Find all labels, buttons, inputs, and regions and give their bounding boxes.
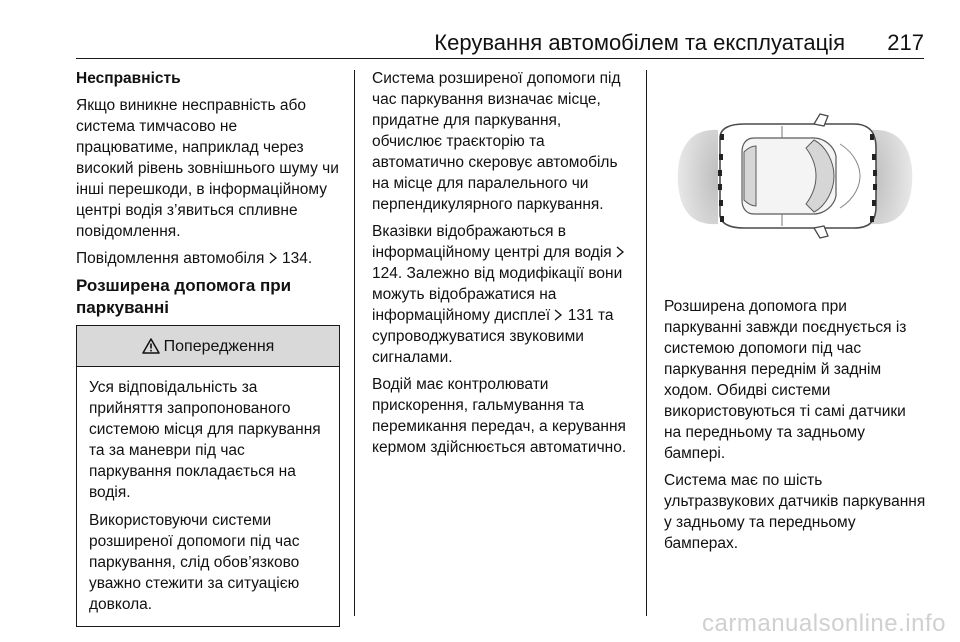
column-divider-right — [646, 70, 647, 616]
warning-header — [77, 326, 339, 367]
header-divider — [76, 58, 924, 59]
right-paragraph-2: Система має по шість ультразвукових датчиків паркування у задньому та передньому бамперах. — [664, 472, 926, 552]
page-ref-124[interactable]: 124. — [372, 265, 403, 282]
vehicle-messages-page-ref[interactable]: 134. — [281, 250, 313, 267]
middle-paragraph-3: Водій має контролювати прискорення, гальмування та перемикання передач, а керування кермом здійснюється автоматично. — [372, 376, 627, 456]
chapter-title: Керування автомобілем та експлуатація — [434, 30, 845, 55]
rear-sensor-zone — [678, 130, 718, 224]
page-reference-arrow-icon — [554, 307, 567, 324]
right-column — [664, 68, 926, 560]
section-heading: Розширена допомога при паркуванні — [76, 276, 292, 317]
middle-paragraph-2 — [372, 221, 632, 368]
vehicle-messages-paragraph — [76, 248, 340, 269]
page-reference-arrow-icon — [269, 250, 282, 267]
vehicle-messages-text: Повідомлення автомобіля — [76, 250, 265, 267]
car-body — [720, 114, 876, 238]
warning-title: Попередження — [163, 337, 275, 355]
middle-paragraph-2-part-a: Вказівки відображаються в інформаційному центрі для водія — [372, 223, 612, 261]
malfunction-heading: Несправність — [76, 70, 181, 87]
warning-box — [76, 325, 340, 627]
middle-paragraph-2-part-b: Залежно від модифікації вони можуть відображатися на інформаційному дисплеї — [372, 265, 623, 324]
column-divider-left — [354, 70, 355, 616]
middle-column — [372, 68, 632, 464]
warning-body — [77, 367, 339, 626]
warning-triangle-icon — [142, 336, 160, 357]
parking-sensors-figure — [664, 68, 926, 284]
warning-paragraph-2: Використовуючи системи розширеної допомоги під час паркування, слід обов’язково уважно стежити за ситуацією довкола. — [89, 512, 300, 613]
page-reference-arrow-icon — [616, 244, 625, 261]
page-ref-131[interactable]: 131 — [567, 307, 594, 324]
left-column — [76, 68, 340, 627]
page-number: 217 — [887, 30, 924, 55]
warning-paragraph-1: Уся відповідальність за прийняття запропонованого системою місця для паркування та за маневри під час паркування покладається на водія. — [89, 379, 321, 501]
front-sensor-zone — [872, 130, 912, 224]
site-watermark: carmanualsonline.info — [702, 610, 946, 637]
right-paragraph-1: Розширена допомога при паркуванні завжди поєднується із системою допомоги під час паркування переднім й заднім ходом. Обидві системи використовуються ті самі датчики на передньому та задньому бампері. — [664, 298, 907, 462]
middle-paragraph-1: Система розширеної допомоги під час паркування визначає місце, придатне для паркування, обчислює траєкторію та автоматично скеровує автомобіль на місце для паралельного чи перпендикулярного паркування. — [372, 70, 621, 213]
middle-paragraph-2-part-c: та супроводжуватися звуковими сигналами. — [372, 307, 614, 366]
car-top-view-illustration — [664, 68, 926, 284]
malfunction-text: Якщо виникне несправність або система тимчасово не працюватиме, наприклад через високий рівень зовнішнього шуму чи інші перешкоди, в інформаційному центрі водія з’явиться спливне повідомлення. — [76, 97, 339, 240]
page-header — [0, 0, 960, 60]
